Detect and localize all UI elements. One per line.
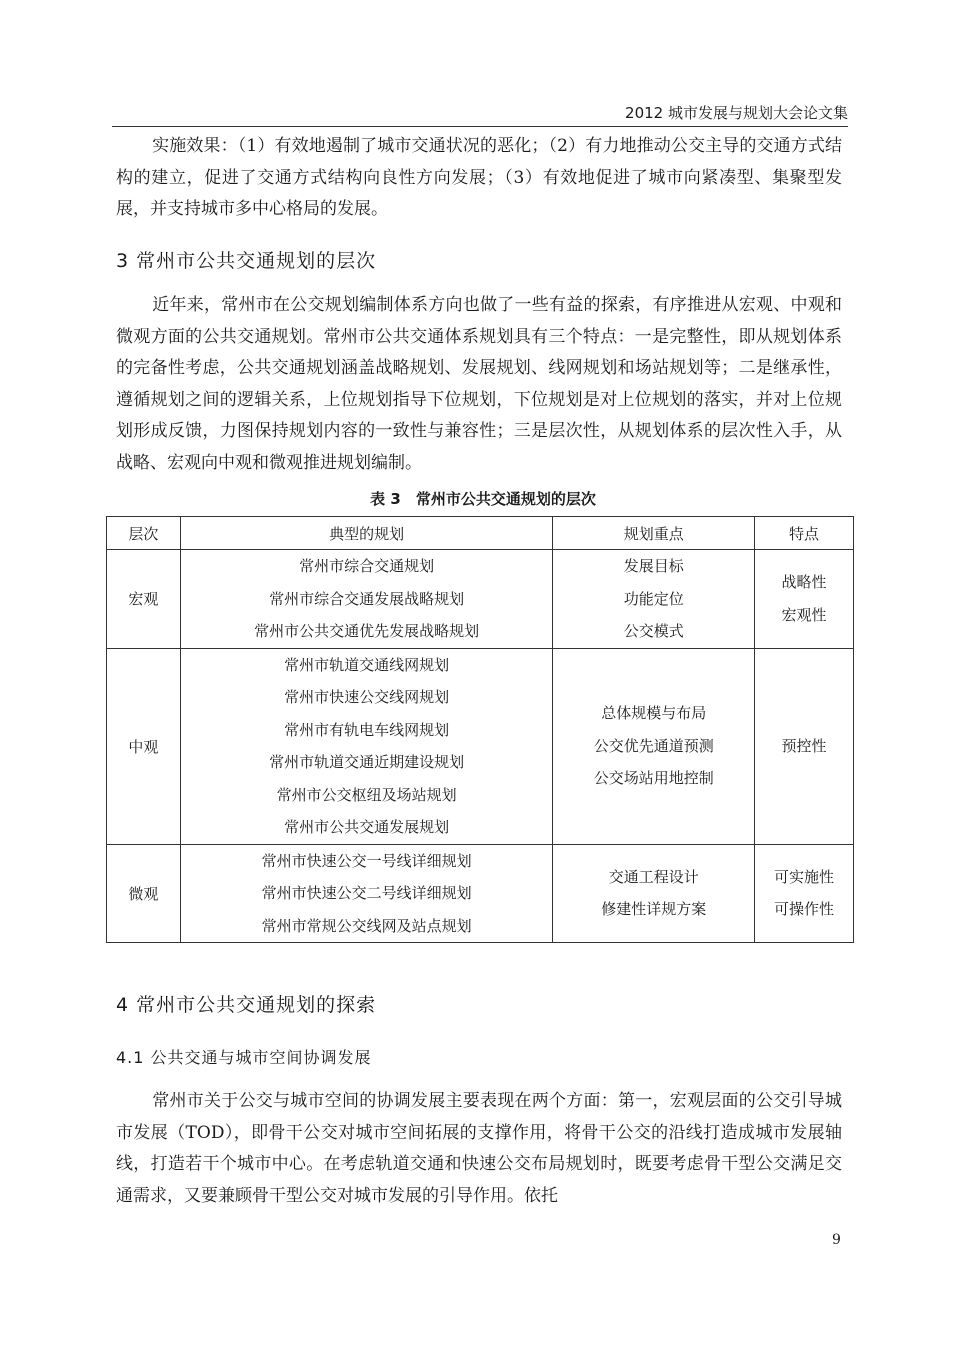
plan-item: 常州市综合交通发展战略规划 [269, 589, 465, 608]
traits-cell [755, 648, 854, 844]
trait-item: 预控性 [781, 736, 827, 755]
intro-paragraph [116, 131, 842, 226]
plan-item: 常州市快速公交一号线详细规划 [261, 851, 472, 870]
plan-item: 常州市公交枢纽及场站规划 [276, 785, 457, 804]
level-cell: 中观 [107, 648, 181, 844]
table-header-row [107, 517, 854, 550]
traits-cell [755, 550, 854, 649]
plans-cell [180, 550, 553, 649]
page-number: 9 [832, 1232, 841, 1248]
plans-cell [180, 648, 553, 844]
focus-item: 修建性详规方案 [601, 900, 707, 919]
section-4-1-paragraph [116, 1086, 842, 1212]
section-4-1-paragraph-text: 常州市关于公交与城市空间的协调发展主要表现在两个方面：第一，宏观层面的公交引导城市发展（TOD），即骨干公交对城市空间拓展的支撑作用，将骨干公交的沿线打造成城市发展轴线，打造若干个城市中心。在考虑轨道交通和快速公交布局规划时，既要考虑骨干型公交满足交通需求，又要兼顾骨干型公交对城市发展的引导作用。依托 [116, 1091, 842, 1206]
trait-item: 战略性 [781, 573, 827, 592]
section-3-paragraph [116, 290, 842, 479]
planning-levels-table [106, 516, 854, 943]
plan-item: 常州市快速公交线网规划 [284, 688, 450, 706]
intro-paragraph-text: 实施效果：（1）有效地遏制了城市交通状况的恶化；（2）有力地推动公交主导的交通方式结构的建立，促进了交通方式结构向良性方向发展；（3）有效地促进了城市向紧凑型、集聚型发展，并支持城市多中心格局的发展。 [116, 136, 842, 219]
header-level: 层次 [107, 517, 181, 550]
plan-item: 常州市有轨电车线网规划 [284, 720, 450, 739]
focus-item: 公交模式 [623, 622, 684, 640]
plan-item: 常州市快速公交二号线详细规划 [261, 884, 472, 902]
table-row-macro [107, 550, 854, 649]
table-row-micro [107, 844, 854, 943]
focus-item: 公交场站用地控制 [593, 769, 714, 788]
section-4-heading: 4 常州市公共交通规划的探索 [116, 994, 377, 1016]
plan-item: 常州市轨道交通线网规划 [284, 655, 450, 674]
header-traits: 特点 [755, 517, 854, 550]
traits-cell [755, 844, 854, 943]
header-focus: 规划重点 [553, 517, 755, 550]
trait-item: 宏观性 [781, 605, 827, 624]
running-header [112, 100, 848, 127]
focus-cell [553, 648, 755, 844]
focus-item: 总体规模与布局 [601, 704, 707, 723]
section-4-1-heading: 4.1 公共交通与城市空间协调发展 [116, 1048, 372, 1067]
section-3-paragraph-text: 近年来，常州市在公交规划编制体系方向也做了一些有益的探索，有序推进从宏观、中观和微观方面的公共交通规划。常州市公共交通体系规划具有三个特点：一是完整性，即从规划体系的完备性考虑，公共交通规划涵盖战略规划、发展规划、线网规划和场站规划等；二是继承性，遵循规划之间的逻辑关系，上位规划指导下位规划，下位规划是对上位规划的落实，并对上位规划形成反馈，力图保持规划内容的一致性与兼容性；三是层次性，从规划体系的层次性入手，从战略、宏观向中观和微观推进规划编制。 [116, 295, 842, 473]
focus-cell [553, 550, 755, 649]
plan-item: 常州市综合交通规划 [299, 557, 435, 575]
plan-item: 常州市轨道交通近期建设规划 [269, 753, 465, 771]
section-3-heading: 3 常州市公共交通规划的层次 [116, 250, 377, 272]
level-cell: 宏观 [107, 550, 181, 649]
table-caption: 表 3 常州市公共交通规划的层次 [370, 490, 596, 508]
plans-cell [180, 844, 553, 943]
plan-item: 常州市常规公交线网及站点规划 [261, 916, 472, 935]
focus-item: 功能定位 [623, 589, 684, 608]
focus-item: 公交优先通道预测 [593, 736, 714, 755]
table-row-meso [107, 648, 854, 844]
level-cell: 微观 [107, 844, 181, 943]
running-title: 2012 城市发展与规划大会论文集 [625, 104, 848, 122]
focus-item: 发展目标 [623, 557, 684, 575]
focus-item: 交通工程设计 [608, 867, 699, 886]
trait-item: 可实施性 [774, 867, 835, 886]
header-plans: 典型的规划 [180, 517, 553, 550]
trait-item: 可操作性 [774, 900, 835, 919]
plan-item: 常州市公共交通优先发展战略规划 [254, 622, 480, 640]
plan-item: 常州市公共交通发展规划 [284, 818, 450, 836]
focus-cell [553, 844, 755, 943]
